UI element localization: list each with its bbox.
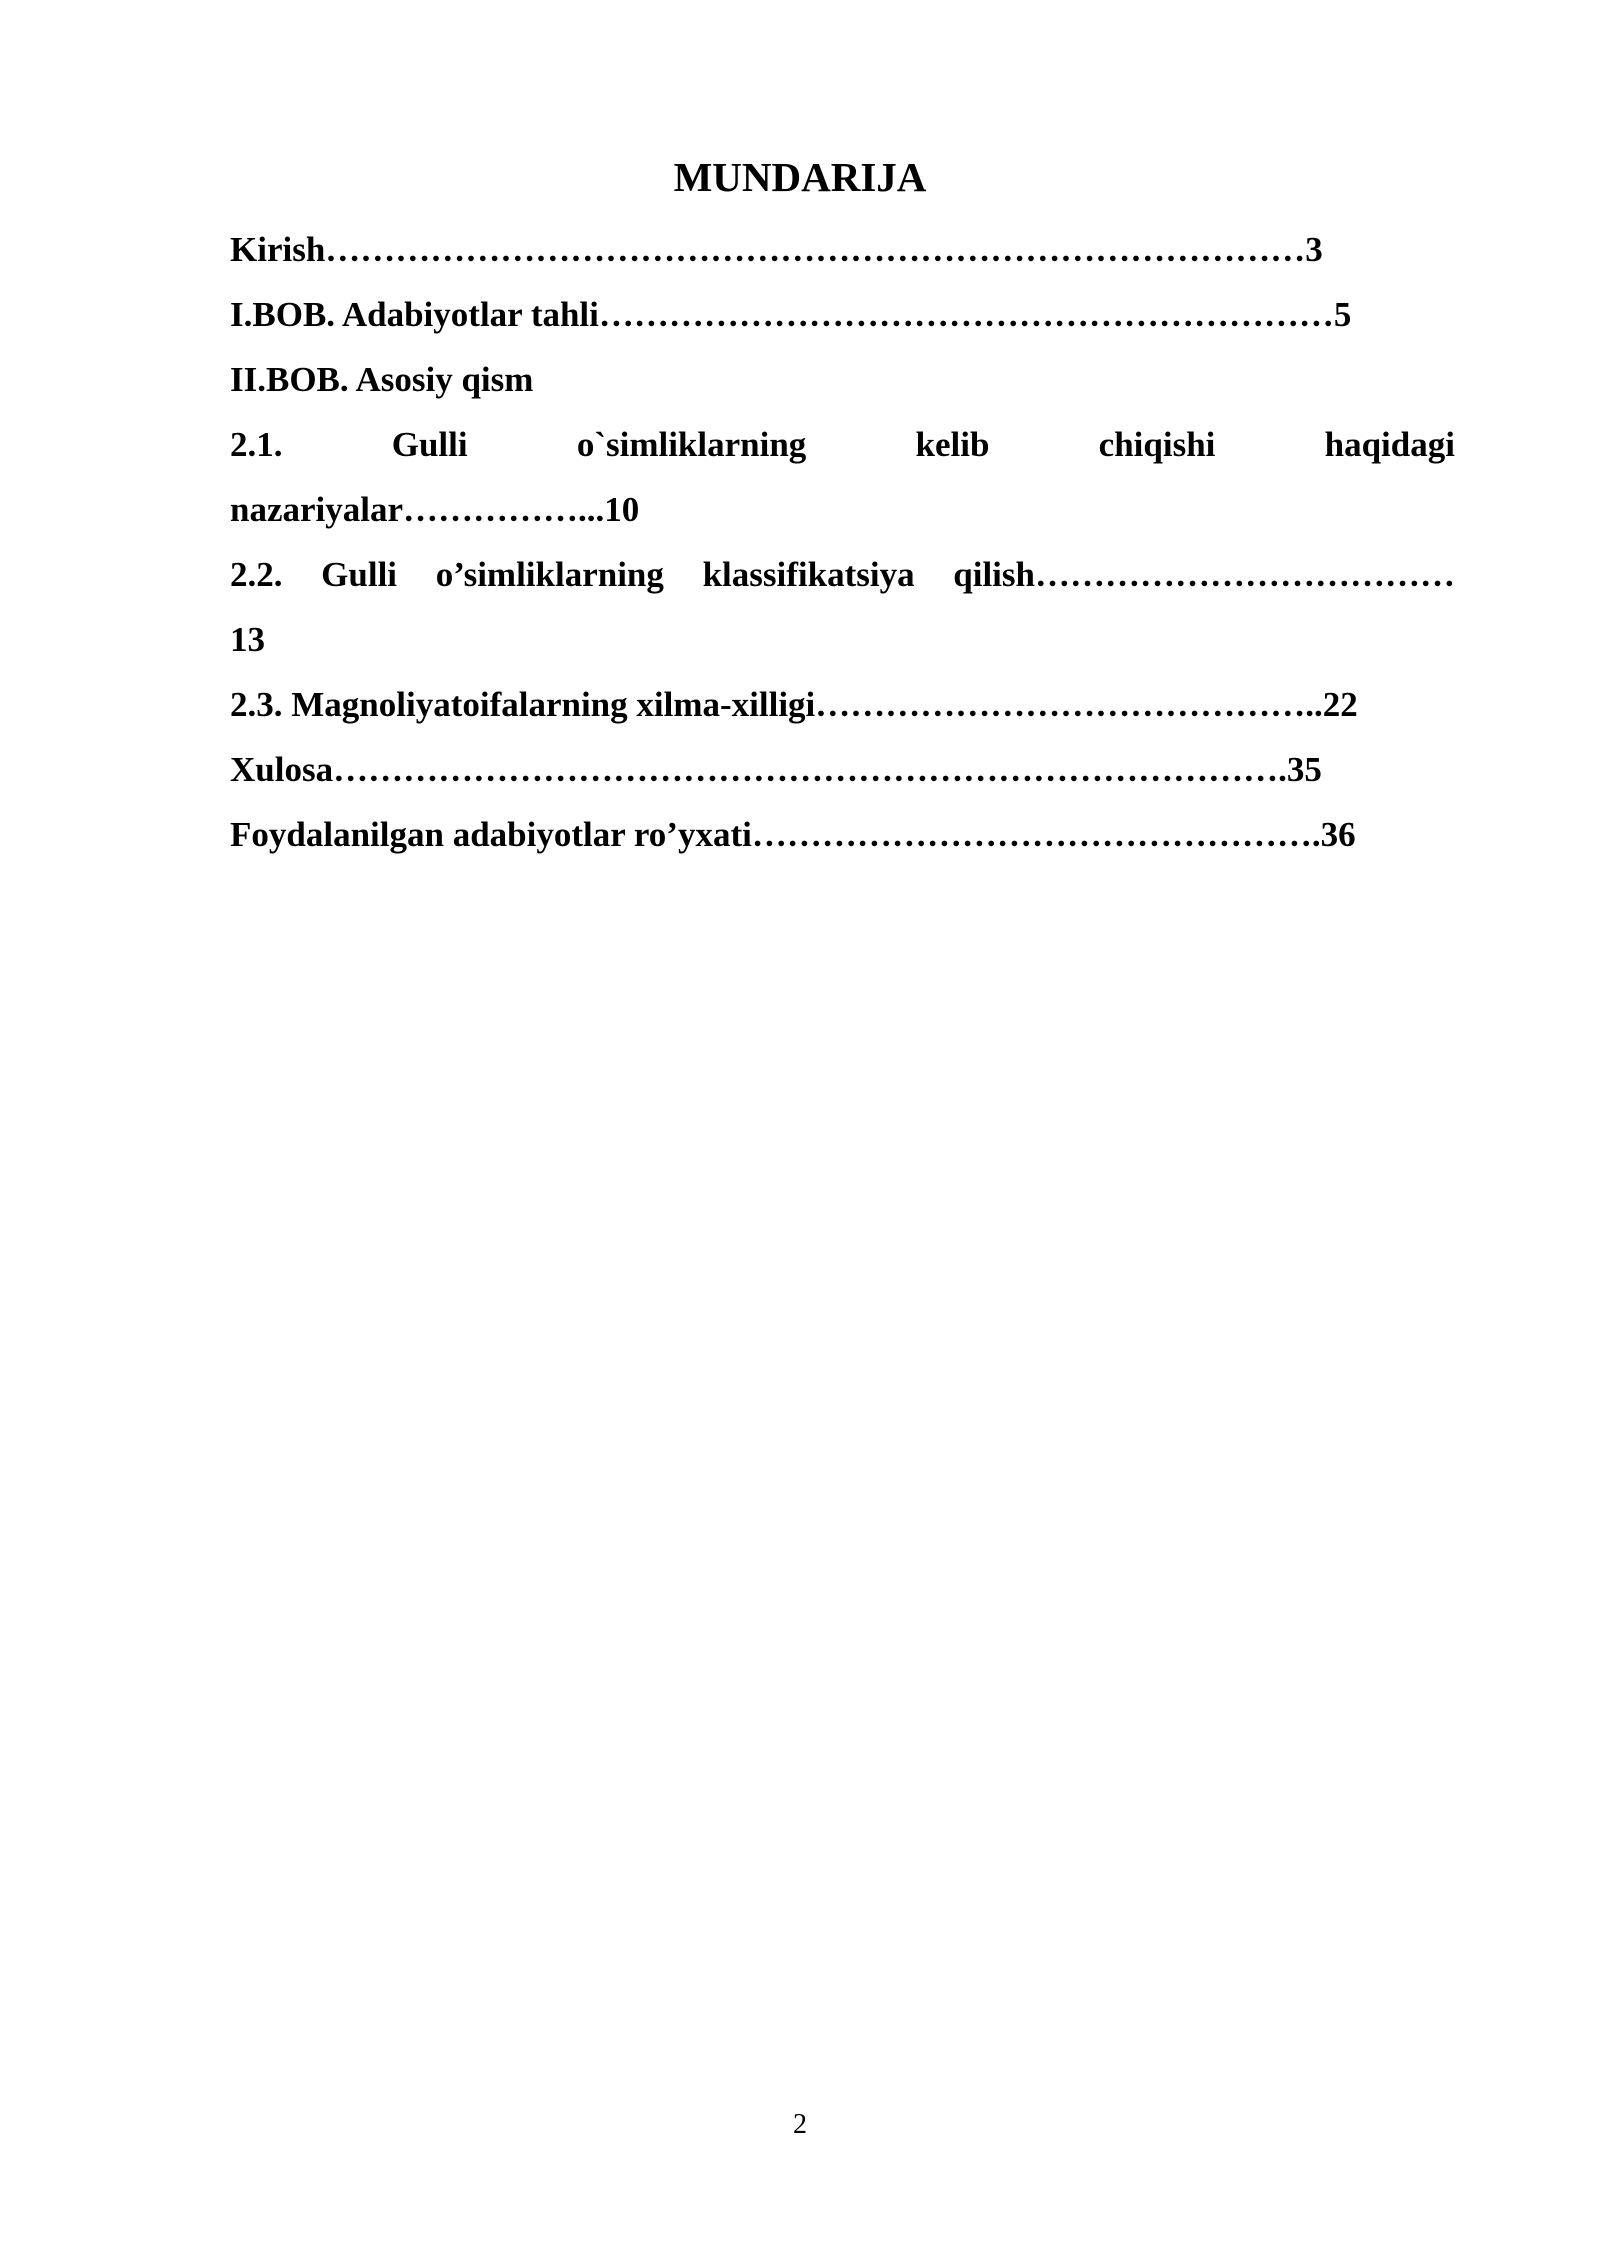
toc-entry-2-2-page: 13 xyxy=(230,620,265,659)
toc-entry-chapter-1: I.BOB. Adabiyotlar tahli………………………………………………………5 xyxy=(230,295,1352,334)
toc-word: klassifikatsiya xyxy=(702,555,915,594)
toc-entry-2-3: 2.3. Magnoliyatoifalarning xilma-xilligi……………………………………..22 xyxy=(230,685,1358,724)
toc-entry-references: Foydalanilgan adabiyotlar ro’yxati………………………………………….36 xyxy=(230,815,1356,854)
toc-entry-chapter-2: II.BOB. Asosiy qism xyxy=(230,360,534,399)
toc-word: chiqishi xyxy=(1098,425,1216,464)
toc-word: kelib xyxy=(915,425,990,464)
toc-entry-2-1-continued: nazariyalar……………...10 xyxy=(230,490,640,529)
toc-entry-kirish: Kirish…………………………………………………………………………3 xyxy=(230,230,1323,269)
page-title: MUNDARIJA xyxy=(673,154,927,200)
toc-word: 2.1. xyxy=(230,425,283,464)
toc-entry-xulosa: Xulosa……………………………………………………………………….35 xyxy=(230,750,1322,789)
toc-entry-2-2 xyxy=(230,547,1455,612)
toc-entry-2-1 xyxy=(230,417,1455,482)
page-number: 2 xyxy=(793,2109,807,2140)
toc-word: Gulli xyxy=(321,555,398,594)
toc-word: o’simliklarning xyxy=(435,555,664,594)
table-of-contents xyxy=(230,222,1455,872)
toc-word: 2.2. xyxy=(230,555,283,594)
toc-word: Gulli xyxy=(391,425,468,464)
toc-word: haqidagi xyxy=(1324,425,1455,464)
toc-word: o`simliklarning xyxy=(576,425,807,464)
toc-word: qilish……………………………… xyxy=(953,555,1455,594)
